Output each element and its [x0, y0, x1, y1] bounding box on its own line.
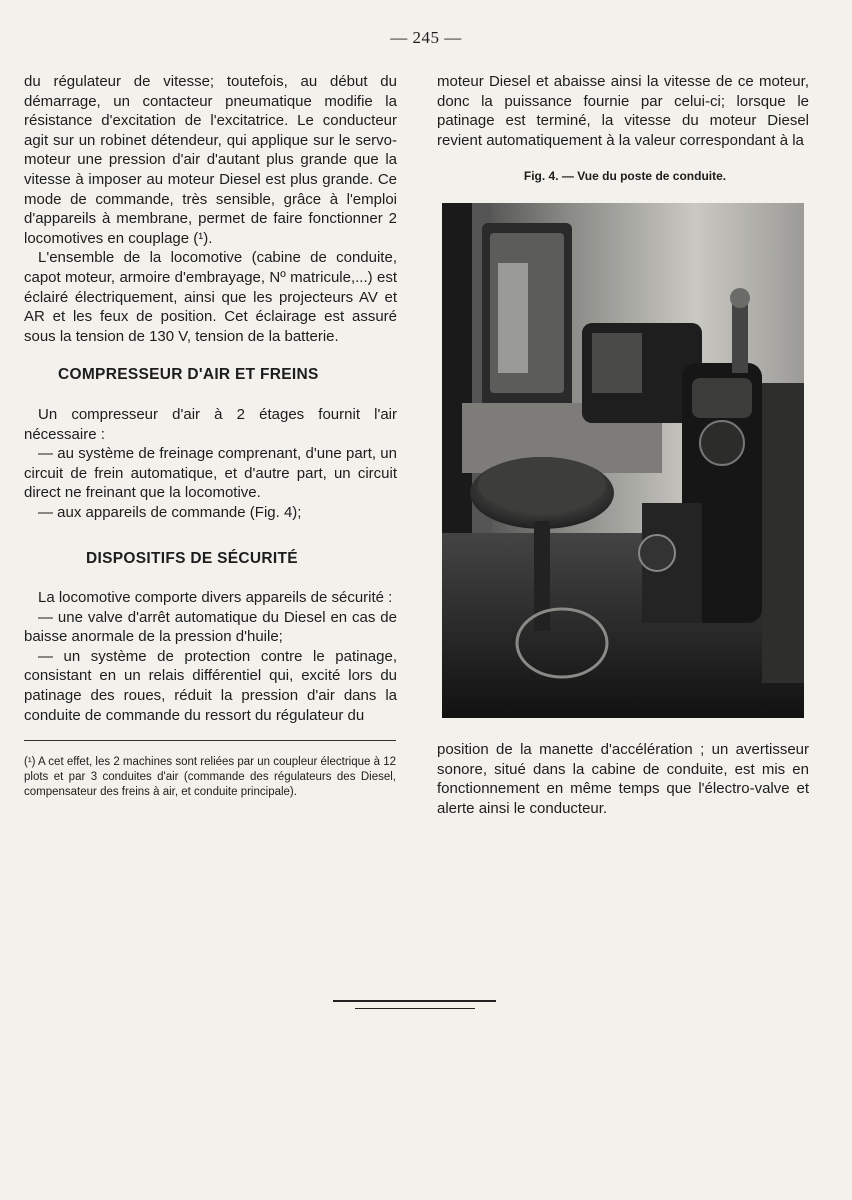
- securite-section: [24, 588, 397, 725]
- left-paragraph-1: du régulateur de vitesse; toutefois, au début du démarrage, un contacteur pneumatique modifie la résistance d'excitation de l'excitatrice. Le conducteur agit sur un robinet détendeur, qui applique sur le servo-moteur une pression d'air d'autant plus grande que la vitesse à imposer au moteur Diesel est plus grande. Ce mode de commande, très sensible, grâce à l'emploi d'appareils à membrane, permet de faire fonctionner 2 locomotives en couplage (¹).: [24, 73, 397, 247]
- left-paragraph-8: — un système de protection contre le patinage, consistant en un relais différentiel qui, excité lors du patinage des roues, réduit la pression d'air dans la conduite de commande du ressort du régulateur du: [24, 647, 397, 724]
- footnote: (¹) A cet effet, les 2 machines sont reliées par un coupleur électrique à 12 plots et par 3 conduites d'air (commande des régulateurs des Diesel, compensateur des freins à air, et conduite principale).: [24, 756, 396, 799]
- end-rule-bottom: [355, 1008, 475, 1009]
- left-paragraph-3: Un compresseur d'air à 2 étages fournit l'air nécessaire :: [24, 406, 397, 443]
- compresseur-section: [24, 405, 397, 523]
- left-paragraph-5: — aux appareils de commande (Fig. 4);: [38, 503, 302, 521]
- end-rule-top: [333, 1000, 496, 1002]
- figure-photo-driving-cab: [442, 203, 804, 718]
- figure-caption: Fig. 4. — Vue du poste de conduite.: [523, 169, 727, 183]
- footnote-divider: [24, 740, 396, 741]
- left-paragraph-7: — une valve d'arrêt automatique du Diesel en cas de baisse anormale de la pression d'huile;: [24, 608, 397, 646]
- page-number: — 245 —: [390, 28, 462, 47]
- right-paragraph-1: moteur Diesel et abaisse ainsi la vitesse de ce moteur, donc la puissance fournie par celui-ci; lorsque le patinage est terminé, la vitesse du moteur Diesel revient automatiquement à la valeur correspondant à la: [437, 73, 809, 149]
- heading-securite: DISPOSITIFS DE SÉCURITÉ: [86, 550, 298, 567]
- left-paragraph-2: L'ensemble de la locomotive (cabine de conduite, capot moteur, armoire d'embrayage, Nº matricule,...) est éclairé électriquement, ainsi que les projecteurs AV et AR et les feux de position. Cet éclairage est assuré sous la tension de 130 V, tension de la batterie.: [24, 249, 397, 345]
- right-paragraph-2: position de la manette d'accélération ; un avertisseur sonore, situé dans la cabine de conduite, est mis en fonctionnement en même temps que l'électro-valve et alerte ainsi le conducteur.: [437, 741, 809, 817]
- photo-illustration: [442, 203, 804, 718]
- left-paragraph-6: La locomotive comporte divers appareils de sécurité :: [38, 589, 393, 606]
- left-paragraph-4: — au système de freinage comprenant, d'une part, un circuit de frein automatique, et d'autre part, un circuit direct ne freinant que la locomotive.: [24, 445, 397, 502]
- heading-compresseur: COMPRESSEUR D'AIR ET FREINS: [58, 366, 319, 383]
- left-column: [24, 72, 397, 346]
